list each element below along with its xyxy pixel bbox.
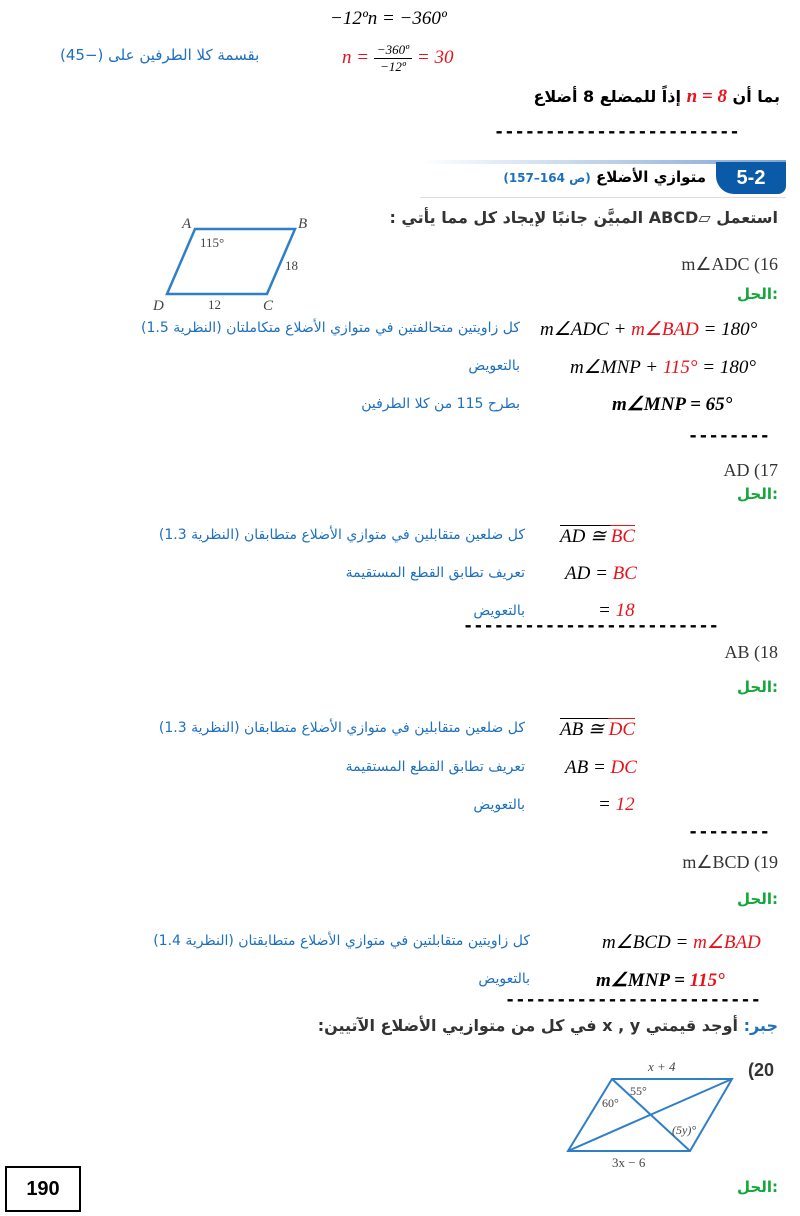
solution-label: الحل: — [737, 678, 778, 696]
q19-row-2-math — [596, 969, 725, 992]
question-16-label: m∠ADC (16 — [681, 254, 778, 274]
conclusion-a: بما أن — [732, 87, 780, 106]
m: DC — [610, 757, 637, 778]
section-title-text: متوازي الأضلاع — [595, 168, 706, 186]
m: m∠BAD — [631, 319, 699, 340]
separator: ------------------------- — [505, 990, 761, 1010]
q16-row-2-math — [570, 356, 756, 379]
m: AD = — [565, 563, 613, 584]
m: 12 — [615, 794, 635, 815]
q16-row-3-math: m∠MNP = 65° — [612, 394, 733, 415]
q16-row-1-math — [540, 318, 757, 341]
eq2-rhs: = 30 — [416, 46, 454, 68]
m: AB ≅ — [560, 719, 609, 740]
m: $\overline{BC}$ — [610, 526, 636, 547]
vertex-b: B — [298, 216, 308, 232]
section-pages: (ص 164–157) — [503, 171, 591, 185]
side-bc-label: 18 — [285, 258, 298, 273]
separator: ------------------------- — [463, 616, 719, 636]
q19-row-1-math — [602, 931, 761, 954]
solution-label: الحل: — [737, 890, 778, 908]
diagonal — [612, 1079, 690, 1151]
question-19-label: m∠BCD (19 — [682, 852, 778, 872]
solution-label: الحل: — [737, 1178, 778, 1196]
conclusion — [533, 86, 780, 108]
q18-row-3-math — [598, 794, 635, 816]
angle-55: 55° — [630, 1084, 647, 1098]
bottom-side-label: 3x − 6 — [612, 1155, 646, 1170]
q16-row-2-note: بالتعويض — [468, 358, 520, 374]
conclusion-n: n = 8 — [686, 86, 727, 107]
solution-label: الحل: — [737, 485, 778, 503]
q17-row-2-math — [565, 563, 637, 585]
m: m∠MNP + — [570, 357, 663, 378]
separator: ------------------------ — [494, 122, 740, 142]
vertex-c: C — [263, 298, 274, 314]
parallelogram-figure-2 — [560, 1055, 740, 1170]
q18-row-2-note: تعريف تطابق القطع المستقيمة — [345, 759, 525, 775]
side-dc-label: 12 — [208, 297, 221, 312]
eq2-lhs: n = — [342, 46, 370, 68]
m: = — [598, 794, 616, 815]
q16-row-1-note: كل زاويتين متحالفتين في متوازي الأضلاع متكاملتان (النظرية 1.5) — [141, 320, 520, 336]
question-20-label: (20 — [748, 1060, 775, 1080]
q19-row-2-note: بالتعويض — [478, 971, 530, 987]
m: m∠MNP = — [596, 970, 690, 991]
m: 18 — [615, 600, 635, 621]
angle-label: 115° — [200, 235, 225, 250]
q19-row-1-note: كل زاويتين متقابلتين في متوازي الأضلاع متطابقتان (النظرية 1.4) — [153, 933, 530, 949]
angle-60: 60° — [602, 1096, 619, 1110]
m: = 180° — [698, 319, 758, 340]
question-18-label: AB (18 — [724, 642, 778, 662]
q18-row-1-note: كل ضلعين متقابلين في متوازي الأضلاع متطابقان (النظرية 1.3) — [158, 720, 525, 736]
q17-row-1-math — [560, 525, 635, 548]
question-17-label: AD (17 — [723, 460, 778, 480]
q17-row-3-note: بالتعويض — [473, 603, 525, 619]
m: $\overline{DC}$ — [608, 719, 636, 740]
m: m∠ADC + — [540, 319, 632, 340]
parallelogram-shape — [167, 229, 295, 294]
section-number: 5-2 — [716, 162, 786, 194]
q17-row-2-note: تعريف تطابق القطع المستقيمة — [345, 565, 525, 581]
algebra-text: أوجد قيمتي x , y في كل من متوازيي الأضلاع الآتيين: — [317, 1016, 738, 1035]
q18-row-2-math — [565, 757, 637, 779]
vertex-a: A — [182, 216, 192, 232]
vertex-d: D — [153, 298, 164, 314]
m: BC — [612, 563, 637, 584]
conclusion-b: إذاً للمضلع 8 أضلاع — [533, 87, 681, 106]
m: 115° — [662, 357, 698, 378]
q17-row-1-note: كل ضلعين متقابلين في متوازي الأضلاع متطابقان (النظرية 1.3) — [158, 527, 525, 543]
top-side-label: x + 4 — [648, 1059, 676, 1074]
m: 115° — [689, 970, 725, 991]
instruction: استعمل ▱ABCD المبيَّن جانبًا لإيجاد كل مما يأتي : — [389, 208, 778, 227]
section-title — [503, 168, 706, 186]
algebra-instruction — [318, 1016, 778, 1035]
m: m∠BAD — [693, 932, 761, 953]
m: AD ≅ — [560, 526, 611, 547]
q18-row-1-math — [560, 718, 635, 741]
q16-row-3-note: بطرح 115 من كلا الطرفين — [361, 396, 520, 412]
fraction — [374, 42, 412, 75]
m: = — [598, 600, 616, 621]
q18-row-3-note: بالتعويض — [473, 797, 525, 813]
equation-2 — [342, 42, 453, 75]
denominator: −12º — [380, 59, 406, 74]
m: = 180° — [697, 357, 756, 378]
page-number: 190 — [5, 1166, 81, 1212]
solution-label: الحل: — [737, 285, 778, 303]
angle-5y: (5y)° — [672, 1123, 697, 1137]
equation-1: −12ºn = −360º — [330, 8, 447, 29]
numerator: −360º — [374, 42, 412, 59]
algebra-prefix: جبر: — [743, 1016, 778, 1035]
m: m∠BCD = — [602, 932, 694, 953]
separator: -------- — [688, 822, 770, 842]
division-note: بقسمة كلا الطرفين على (−45) — [60, 46, 260, 64]
parallelogram-figure — [145, 212, 315, 317]
separator: -------- — [688, 426, 770, 446]
section-header — [420, 160, 786, 196]
m: AB = — [565, 757, 611, 778]
